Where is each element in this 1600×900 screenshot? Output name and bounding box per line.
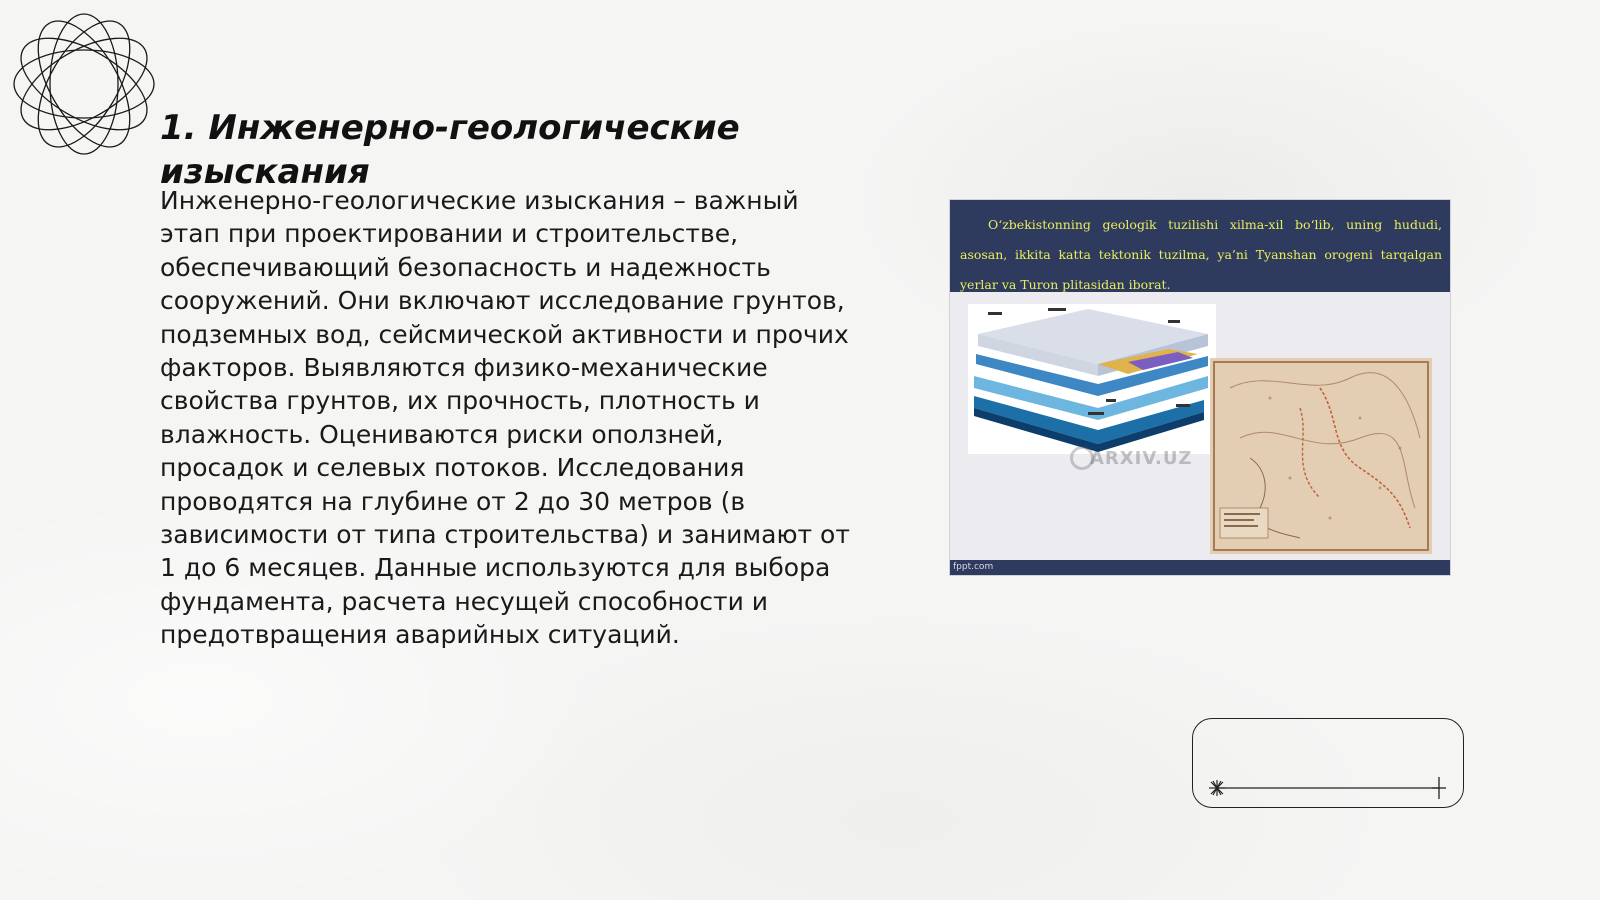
decorative-line: [1193, 719, 1465, 809]
picture-caption: O‘zbekistonning geologik tuzilishi xilma-xil bo‘lib, uning hududi, asosan, ikkita katta tektonik tuzilma, ya’ni Tyanshan orogeni tarqalgan yerlar va Turon plitasidan iborat.: [950, 200, 1450, 292]
geological-map: [1210, 358, 1432, 554]
geology-illustration: [950, 200, 1450, 575]
decorative-line-frame: [1192, 718, 1464, 808]
sparkle-icon: [1209, 780, 1225, 796]
orbit-logo-icon: [10, 10, 158, 158]
picture-footer: fppt.com: [950, 560, 1450, 575]
slide-title: 1. Инженерно-геологические изыскания: [160, 108, 740, 192]
geology-block-diagram: [968, 304, 1216, 464]
watermark-text: ARXIV.UZ: [1090, 448, 1193, 469]
crosshair-star-icon: [1432, 777, 1446, 799]
body-paragraph: Инженерно-геологические изыскания – важный этап при проектировании и строительстве, обеспечивающий безопасность и надежность сооружений. Они включают исследование грунтов, подземных вод, сейсмической активности и прочих факторов. Выявляются физико-механические свойства грунтов, их прочность, плотность и влажность. Оцениваются риски оползней, просадок и селевых потоков. Исследования проводятся на глубине от 2 до 30 метров (в зависимости от типа строительства) и занимают от 1 до 6 месяцев. Данные используются для выбора фундамента, расчета несущей способности и предотвращения аварийных ситуаций.: [160, 186, 850, 650]
